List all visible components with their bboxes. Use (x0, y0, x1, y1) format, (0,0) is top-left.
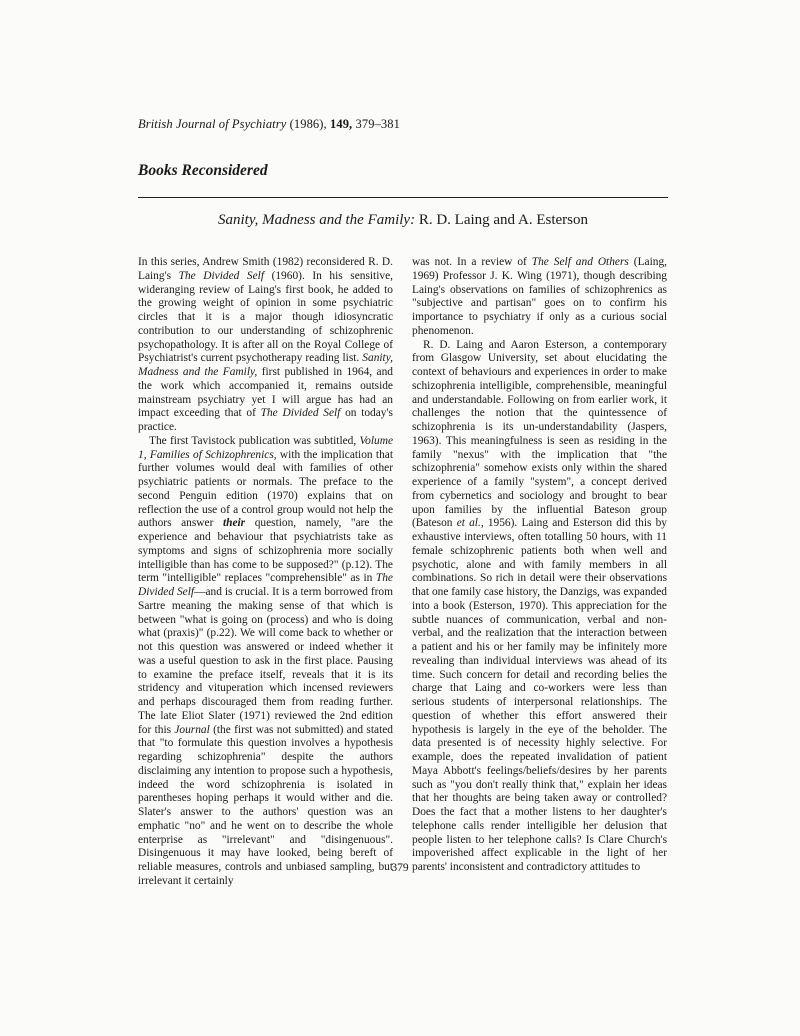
paragraph: In this series, Andrew Smith (1982) reconsidered R. D. Laing's The Divided Self (1960). In his sensitive, wideranging review of Laing's first book, he added to the growing weight of opinion in some psychiatric circles that it is a major though idiosyncratic contribution to our understanding of schizophrenic psychopathology. It is after all on the Royal College of Psychiatrist's current psychotherapy reading list. Sanity, Madness and the Family, first published in 1964, and the work which accompanied it, remains outside mainstream psychiatry yet I will argue has had an impact exceeding that of The Divided Self on today's practice. (138, 256, 393, 433)
italic-text: The Divided Self (178, 269, 264, 282)
italic-text: The Divided Self (260, 407, 341, 420)
article-title (138, 212, 668, 229)
page-number: 379 (391, 862, 409, 874)
journal-name: British Journal of Psychiatry (138, 117, 287, 131)
section-title: Books Reconsidered (138, 162, 268, 179)
journal-volume: 149, (330, 117, 353, 131)
journal-pages: 379–381 (355, 117, 400, 131)
italic-text: et al. (456, 517, 481, 530)
italic-text: The Self and Others (531, 256, 629, 268)
title-divider (138, 197, 668, 198)
italic-text: Journal (174, 723, 210, 736)
right-column (412, 256, 667, 875)
italic-text: The Divided Self (138, 572, 393, 598)
italic-text: their (222, 517, 246, 530)
italic-text: Volume 1, Families of Schizophrenics, (138, 434, 393, 461)
journal-year: (1986), (289, 117, 327, 131)
italic-text: Sanity, Madness and the Family, (138, 352, 393, 378)
book-authors: R. D. Laing and A. Esterson (418, 212, 588, 228)
left-column (138, 256, 393, 889)
paragraph: was not. In a review of The Self and Others (Laing, 1969) Professor J. K. Wing (1971), though describing Laing's observations on families of schizophrenics as "subjective and partisan" goes on to confirm his importance to psychiatry if only as a curious social phenomenon. (412, 256, 667, 337)
journal-citation (138, 117, 400, 132)
paragraph: R. D. Laing and Aaron Esterson, a contemporary from Glasgow University, set about elucidating the context of behaviours and experiences in order to make schizophrenia intelligible, comprehensible, meaningful and understandable. Following on from earlier work, it challenges the notion that the quintessence of schizophrenia is its un-understandability (Jaspers, 1963). This meaningfulness is seen as residing in the family "nexus" with the implication that "the schizophrenia" somehow exists only within the shared experience of a family "system", a concept derived from cybernetics and sociology and brought to bear upon families by the influential Bateson group (Bateson et al., 1956). Laing and Esterson did this by exhaustive interviews, often totalling 50 hours, with 11 female schizophrenic patients both when well and psychotic, alone and with family members in all combinations. So rich in detail were their observations that one family case history, the Danzigs, was expanded into a book (Esterson, 1970). This appreciation for the subtle nuances of communication, verbal and non-verbal, and the realization that the interaction between a patient and his or her family may be infinitely more revealing than individual interviews was ahead of its time. Such concern for detail and recording belies the charge that Laing and co-workers were less than serious students of interpersonal relationships. The question of whether this effort answered their hypothesis is largely in the eye of the beholder. The data presented is of necessity highly selective. For example, does the repeated invalidation of patient Maya Abbott's feelings/beliefs/desires by her parents such as "you don't really think that," explain her ideas that her thoughts are being taken away or controlled? Does the fact that a mother listens to her daughter's telephone calls render intelligible her delusion that people listen to her telephone calls? Is Clare Church's impoverished affect explicable in the light of her parents' inconsistent and contradictory attitudes to (412, 338, 668, 873)
book-title: Sanity, Madness and the Family: (218, 212, 416, 228)
paragraph: The first Tavistock publication was subtitled, Volume 1, Families of Schizophrenics, with the implication that further volumes would deal with families of other psychiatric patients or normals. The preface to the second Penguin edition (1970) explains that on reflection the use of a control group would not help the authors answer their question, namely, "are the experience and behaviour that psychiatrists take as symptoms and signs of schizophrenia more socially intelligible than has come to be supposed?" (p.12). The term "intelligible" replaces "comprehensible" as in The Divided Self—and is crucial. It is a term borrowed from Sartre meaning the making sense of that which is between "what is going on (process) and who is doing what (praxis)" (p.22). We will come back to whether or not this question was answered or indeed whether it was a useful question to ask in the first place. Pausing to examine the preface itself, reveals that it is its stridency and vituperation which incensed reviewers and perhaps discouraged them from reading further. The late Eliot Slater (1971) reviewed the 2nd edition for this Journal (the first was not submitted) and stated that "to formulate this question involves a hypothesis regarding schizophrenia" despite the authors disclaiming any intention to propose such a hypothesis, indeed the word schizophrenia is isolated in parentheses hoping perhaps it would wither and die. Slater's answer to the authors' question was an emphatic "no" and he went on to describe the whole enterprise as "irrelevant" and "disingenuous". Disingenuous it may have looked, being bereft of reliable measures, controls and unbiased sampling, but irrelevant it certainly (138, 434, 394, 887)
